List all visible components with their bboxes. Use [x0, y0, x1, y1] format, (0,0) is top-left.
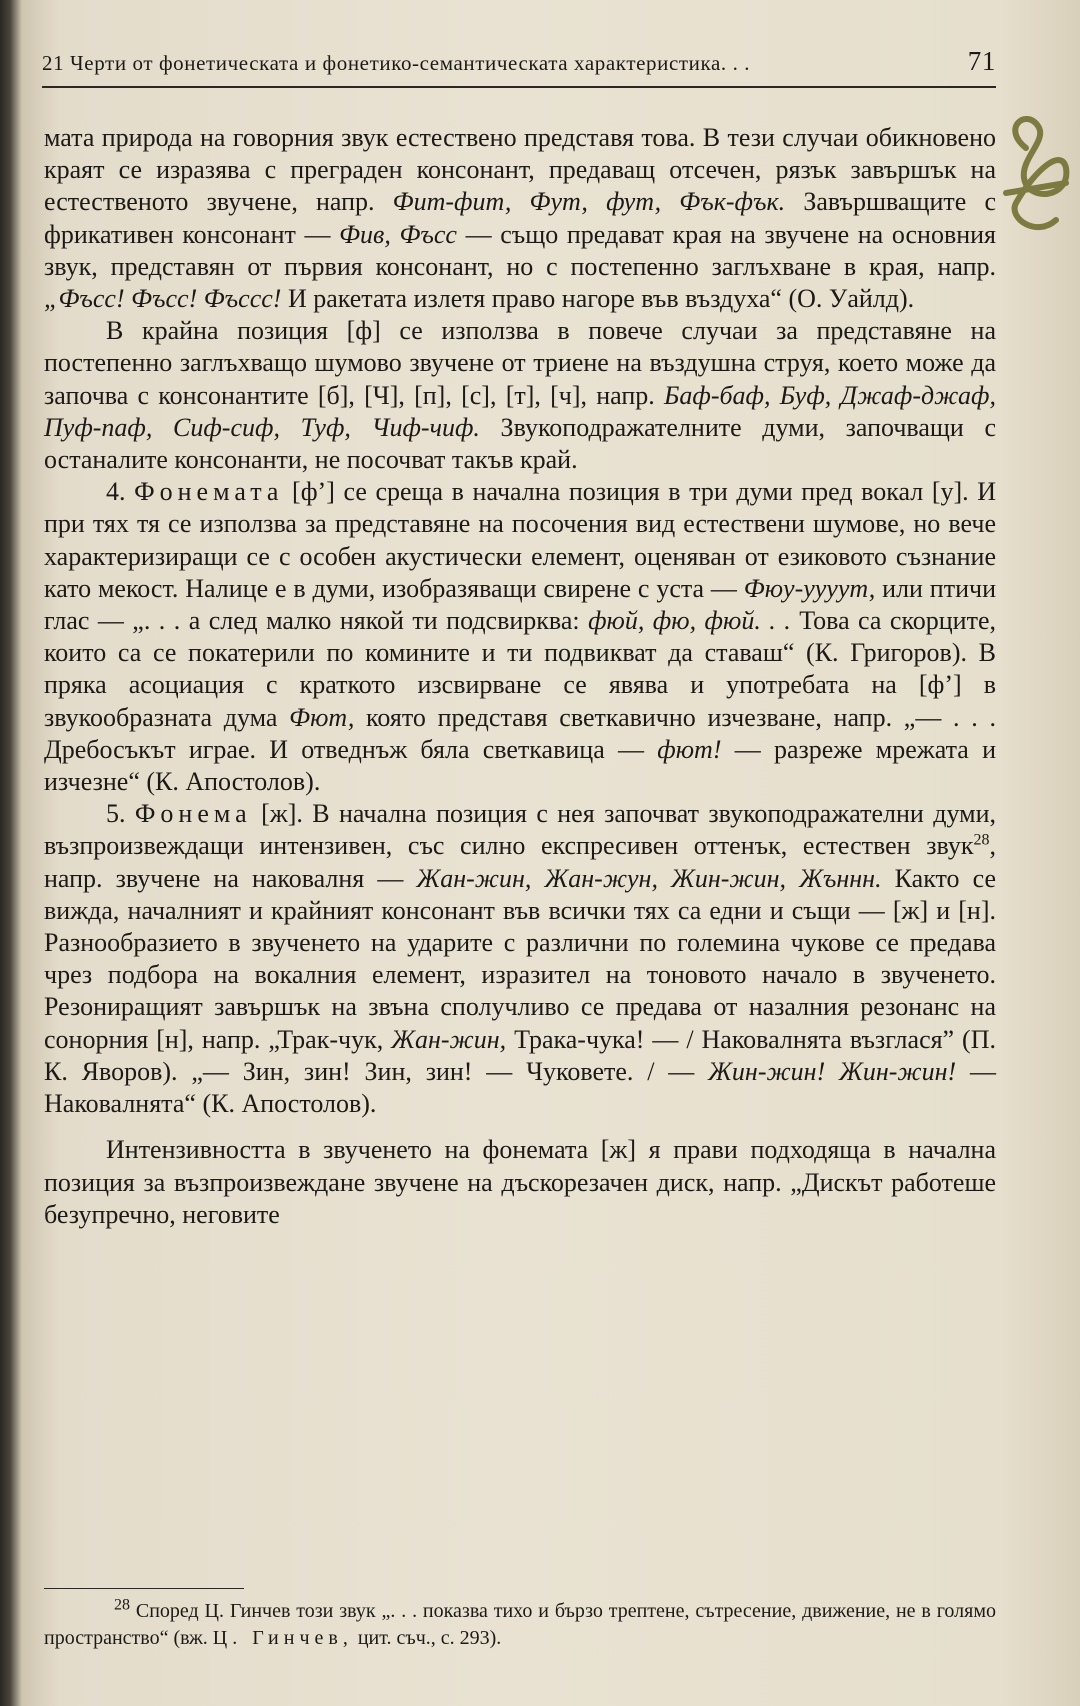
paragraph-2: 4. Фонемата [ф’] се среща в начална позиция в три думи пред вокал [у]. И при тях тя се използва за представяне на посочения вид естествени шумове, но вече характеризиращи се с особен акустически елемент, оценяван от езиковото съзнание като мекост. Налице е в думи, изобразяващи свирене с уста — Фюу-уууут, или птичи глас — „. . . а след малко някой ти подсвирква: фюй, фю, фюй. . . Това са скорците, които са се покатерили по комините и ти подвикват да ставаш“ (К. Григоров). В пряка асоциация с краткото изсвирване се явява и употребата на [ф’] в звукообразната дума Фют, която представя светкавично изчезване, напр. „— . . . Дребосъкът играе. И отведнъж бяла светкавица — фют! — разреже мрежата и изчезне“ (К. Апостолов).: [44, 477, 997, 797]
footnote-number: 28: [114, 1596, 130, 1614]
handwritten-mark-icon: [996, 108, 1080, 258]
page-number: 71: [967, 46, 996, 76]
running-header: [42, 46, 996, 77]
paragraph-0: мата природа на говорния звук естествено представя това. В тези случаи обикновено краят се изразява с преграден консонант, предаващ отсечен, рязък завършък на естественото звучене, напр. Фит-фит, Фут, фут, Фък-фък. Завършващите с фрикативен консонант — Фив, Фъсс — също предават края на звучене на основния звук, представян от първия консонант, но с постепенно заглъхване в края, напр. „Фъсс! Фъсс! Фъссс! И ракетата излетя право нагоре във въздуха“ (О. Уайлд).: [44, 123, 997, 314]
footnote: $^{28}$ Според Ц. Гинчев този звук „. . . показва тихо и бързо трептене, сътресение, движение, не в голямо пространство“ (вж. Ц. Гинчев, цит. съч., с. 293).: [44, 1596, 996, 1649]
footnote-ref: 28: [973, 831, 990, 849]
paragraph-4: Интензивността в звученето на фонемата [ж] я прави подходяща в начална позиция за възпроизвеждане звучене на дъскорезачен диск, напр. „Дискът работеше безупречно, неговите: [44, 1135, 996, 1229]
body-text: [44, 122, 996, 1231]
paragraph-3: 5. Фонема [ж]. В начална позиция с нея започват звукоподражателни думи, възпроизвеждащи интензивен, със силно експресивен оттенък, естествен звук$^{28}$, напр. звучене на наковалня — Жан-жин, Жан-жун, Жин-жин, Жъннн. Както се вижда, началният и крайният консонант във всички тях са едни и същи — [ж] и [н]. Разнообразието в звученето на ударите с различни по големина чукове се предава чрез подбора на вокалния елемент, изразител на тоновото начало в звученето. Резониращият завършък на звъна сполучливо се предава от назалния резонанс на сонорния [н], напр. „Трак-чук, Жан-жин, Трака-чука! — / Наковалнята възгласяˮ (П. К. Яворов). „— Зин, зин! Зин, зин! — Чуковете. / — Жин-жин! Жин-жин! — Наковалнята“ (К. Апостолов).: [44, 799, 997, 1119]
header-title: 21 Черти от фонетическата и фонетико-семантическата характеристика. . .: [42, 51, 751, 75]
header-rule: [42, 86, 996, 88]
footnote-rule: [44, 1588, 244, 1589]
paragraph-1: В крайна позиция [ф] се използва в повече случаи за представяне на постепенно заглъхващо шумово звучене от триене на въздушна струя, което може да започва с консонантите [б], [Ч], [п], [с], [т], [ч], напр. Баф-баф, Буф, Джаф-джаф, Пуф-паф, Сиф-сиф, Туф, Чиф-чиф. Звукоподражателните думи, започващи с останалите консонанти, не посочват такъв край.: [44, 316, 996, 475]
